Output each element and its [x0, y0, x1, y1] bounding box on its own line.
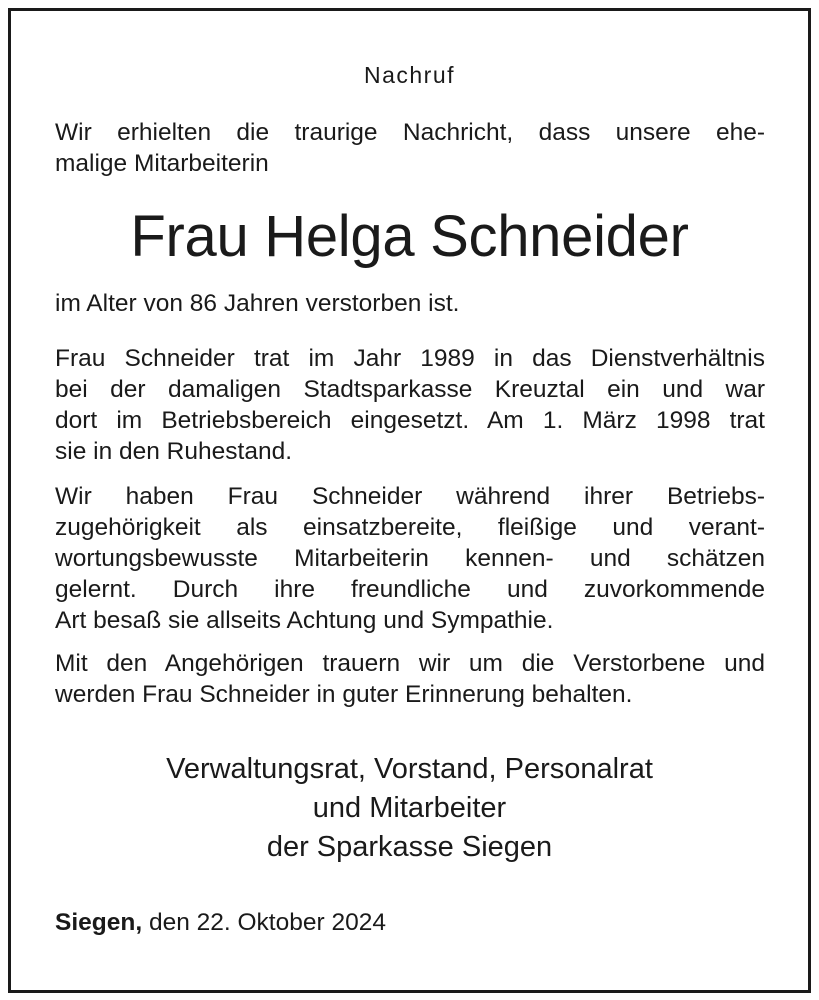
paragraph-line: dort im Betriebsbereich eingesetzt. Am 1. März 1998 trat: [55, 407, 765, 434]
paragraph-line: zugehörigkeit als einsatzbereite, fleißige und verant-: [55, 514, 765, 541]
signature-line: Verwaltungsrat, Vorstand, Personalrat: [166, 753, 653, 785]
paragraph-line: Mit den Angehörigen trauern wir um die Verstorbene und: [55, 650, 765, 677]
paragraph-line: wortungsbewusste Mitarbeiterin kennen- und schätzen: [55, 545, 765, 572]
deceased-name: Frau Helga Schneider: [130, 204, 689, 269]
signature-line: der Sparkasse Siegen: [266, 831, 553, 863]
paragraph-line: werden Frau Schneider in guter Erinnerung behalten.: [55, 681, 633, 708]
age-line: im Alter von 86 Jahren verstorben ist.: [55, 290, 460, 317]
place-name: Siegen,: [55, 909, 143, 936]
paragraph-line: Wir haben Frau Schneider während ihrer Betriebs-: [55, 483, 765, 510]
paragraph-condolence: [55, 648, 765, 710]
paragraph-appreciation: [55, 481, 765, 636]
place-date-line: [55, 907, 386, 938]
signature-block: [0, 750, 819, 867]
paragraph-line: Frau Schneider trat im Jahr 1989 in das Dienstverhältnis: [55, 345, 765, 372]
intro-line: malige Mitarbeiterin: [55, 150, 269, 177]
date-text: den 22. Oktober 2024: [142, 909, 386, 936]
intro-line: Wir erhielten die traurige Nachricht, dass unsere ehe-: [55, 119, 765, 146]
paragraph-line: Art besaß sie allseits Achtung und Sympathie.: [55, 607, 554, 634]
paragraph-line: gelernt. Durch ihre freundliche und zuvorkommende: [55, 576, 765, 603]
paragraph-line: bei der damaligen Stadtsparkasse Kreuztal ein und war: [55, 376, 765, 403]
paragraph-line: sie in den Ruhestand.: [55, 438, 292, 465]
intro-text: [55, 117, 765, 179]
paragraph-career: [55, 343, 765, 467]
notice-heading: Nachruf: [363, 62, 456, 88]
signature-line: und Mitarbeiter: [312, 792, 507, 824]
